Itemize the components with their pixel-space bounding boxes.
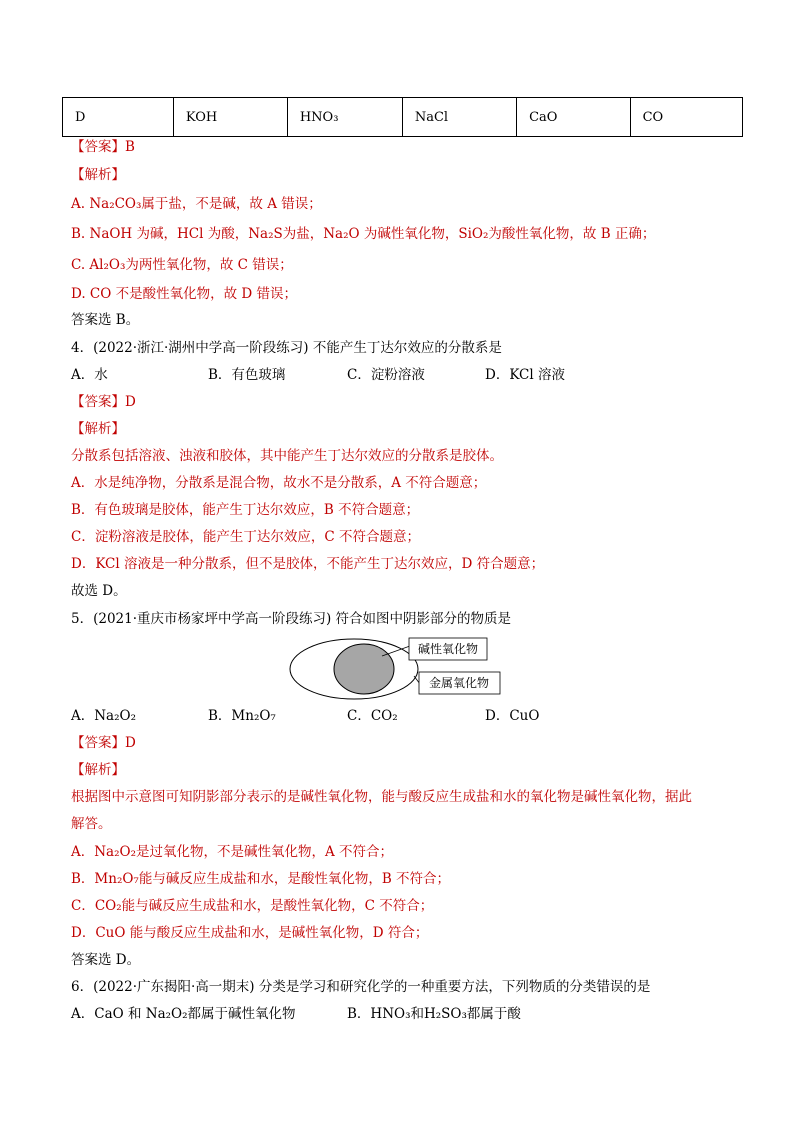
table-cell: KOH <box>173 98 287 137</box>
outer-label: 金属氧化物 <box>428 676 490 690</box>
inner-ellipse-basic-oxide <box>334 644 394 694</box>
q3-answer: 【答案】B <box>71 139 135 155</box>
q6-option-b: B．HNO₃和H₂SO₃都属于酸 <box>347 1006 521 1022</box>
q6-stem: 6．(2022·广东揭阳·高一期末) 分类是学习和研究化学的一种重要方法，下列物质的分类错误的是 <box>71 979 651 995</box>
q5-analysis-line: B．Mn₂O₇能与碱反应生成盐和水，是酸性氧化物，B 不符合； <box>71 871 451 887</box>
table-row <box>63 98 743 137</box>
table-cell: CaO <box>517 98 631 137</box>
q3-analysis-b: B. NaOH 为碱，HCl 为酸，Na₂S为盐，Na₂O 为碱性氧化物，SiO₂为酸性氧化物，故 B 正确； <box>71 226 656 242</box>
table-cell: HNO₃ <box>287 98 402 137</box>
q4-analysis-line: 分散系包括溶液、浊液和胶体，其中能产生丁达尔效应的分散系是胶体。 <box>71 448 503 464</box>
q5-analysis-line: 解答。 <box>71 816 112 832</box>
classification-table <box>62 97 743 137</box>
table-cell: NaCl <box>402 98 516 137</box>
q4-analysis-line: D．KCl 溶液是一种分散系，但不是胶体，不能产生丁达尔效应，D 符合题意； <box>71 556 545 572</box>
q5-stem: 5．(2021·重庆市杨家坪中学高一阶段练习) 符合如图中阴影部分的物质是 <box>71 611 512 627</box>
q3-analysis-heading: 【解析】 <box>71 167 125 183</box>
q5-option-b: B．Mn₂O₇ <box>208 708 276 724</box>
q5-analysis-line: D．CuO 能与酸反应生成盐和水，是碱性氧化物，D 符合； <box>71 925 429 941</box>
q6-option-a: A．CaO 和 Na₂O₂都属于碱性氧化物 <box>71 1006 296 1022</box>
q4-stem: 4．(2022·浙江·湖州中学高一阶段练习) 不能产生丁达尔效应的分散系是 <box>71 340 502 356</box>
q4-option-d: D．KCl 溶液 <box>485 367 565 383</box>
q4-option-b: B．有色玻璃 <box>208 367 286 383</box>
table-cell: D <box>63 98 174 137</box>
q5-analysis-line: C．CO₂能与碱反应生成盐和水，是酸性氧化物，C 不符合； <box>71 898 434 914</box>
table-cell: CO <box>630 98 742 137</box>
q5-analysis-line: A．Na₂O₂是过氧化物，不是碱性氧化物，A 不符合； <box>71 844 394 860</box>
inner-label: 碱性氧化物 <box>417 642 479 656</box>
q3-analysis-c: C. Al₂O₃为两性氧化物，故 C 错误； <box>71 257 293 273</box>
q5-option-c: C．CO₂ <box>347 708 398 724</box>
q4-option-c: C．淀粉溶液 <box>347 367 425 383</box>
venn-diagram <box>288 636 518 702</box>
q3-analysis-a: A. Na₂CO₃属于盐，不是碱，故 A 错误； <box>71 196 322 212</box>
q4-analysis-line: B．有色玻璃是胶体，能产生丁达尔效应，B 不符合题意； <box>71 502 420 518</box>
q3-analysis-d: D. CO 不是酸性氧化物，故 D 错误； <box>71 286 298 302</box>
q3-conclusion: 答案选 B。 <box>71 312 140 328</box>
q4-analysis-line: A．水是纯净物，分散系是混合物，故水不是分散系，A 不符合题意； <box>71 475 487 491</box>
q4-option-a: A．水 <box>71 367 108 383</box>
q5-option-a: A．Na₂O₂ <box>71 708 137 724</box>
q5-analysis-line: 根据图中示意图可知阴影部分表示的是碱性氧化物，能与酸反应生成盐和水的氧化物是碱性氧化物，据此 <box>71 789 692 805</box>
q4-analysis-heading: 【解析】 <box>71 421 125 437</box>
q5-analysis-heading: 【解析】 <box>71 762 125 778</box>
q4-answer: 【答案】D <box>71 394 136 410</box>
q4-analysis-line: C．淀粉溶液是胶体，能产生丁达尔效应，C 不符合题意； <box>71 529 420 545</box>
q4-conclusion: 故选 D。 <box>71 583 127 599</box>
q5-answer: 【答案】D <box>71 735 136 751</box>
q5-option-d: D．CuO <box>485 708 540 724</box>
q5-conclusion: 答案选 D。 <box>71 952 141 968</box>
